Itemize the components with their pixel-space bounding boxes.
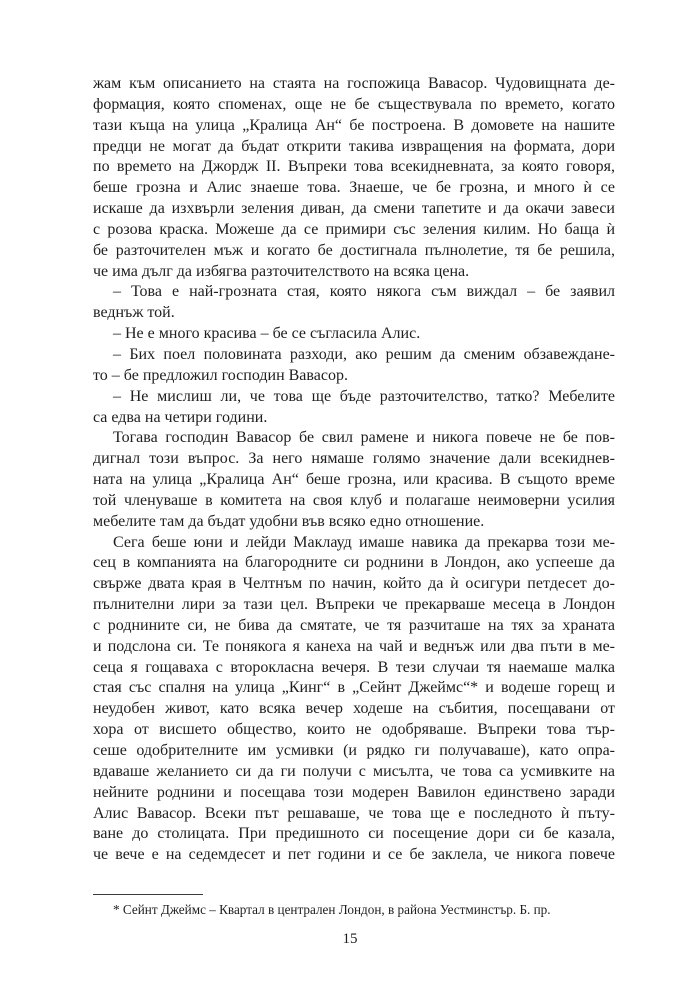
- text-line: че вече е на седемдесет и пет години и се бе заклела, че никога повече: [93, 846, 615, 864]
- paragraph: [93, 74, 615, 282]
- text-line: тази къща на улица „Кралица Ан“ бе построена. В домовете на нашите: [93, 116, 615, 134]
- footnote: * Сейнт Джеймс – Квартал в централен Лондон, в района Уестминстър. Б. пр.: [113, 902, 551, 917]
- text-line: с розова краска. Можеше да се примири със зеления килим. Но баща ѝ: [93, 220, 615, 238]
- page-number: 15: [342, 931, 358, 947]
- paragraph: [93, 428, 615, 532]
- text-line: стая със спалня на улица „Кинг“ в „Сейнт Джеймс“* и водеше горещ и: [93, 679, 615, 697]
- main-text: [93, 74, 615, 866]
- text-line: са едва на четири години.: [93, 408, 268, 426]
- text-line: Тогава господин Вавасор бе свил рамене и никога повече не бе пов-: [113, 429, 615, 447]
- text-line: беше грозна и Алис знаеше това. Знаеше, че бе грозна, и много ѝ се: [93, 179, 615, 197]
- text-line: – Бих поел половината разходи, ако решим да сменим обзавеждане-: [113, 345, 615, 363]
- text-line: ната на улица „Кралица Ан“ беше грозна, или красива. В същото време: [93, 471, 615, 489]
- text-line: мебелите там да бъдат удобни във всяко едно отношение.: [93, 512, 485, 530]
- text-line: той членуваше в комитета на своя клуб и полагаше неимоверни усилия: [93, 491, 615, 509]
- paragraph: [93, 533, 615, 867]
- text-line: – Не мислиш ли, че това ще бъде разточителство, татко? Мебелите: [113, 387, 615, 405]
- text-line: хора от висшето общество, които не одобряваше. Въпреки това тър-: [93, 721, 615, 739]
- footnote-divider: [93, 894, 203, 895]
- text-line: вдаваше желанието си да ги получи с мисълта, че това са усмивките на: [93, 762, 615, 780]
- text-line: че има дълг да избягва разточителството на всяка цена.: [93, 262, 470, 280]
- text-line: формация, която споменах, още не бе съществувала по времето, когато: [93, 95, 615, 113]
- dialogue-paragraph: [93, 345, 615, 387]
- text-line: веднъж той.: [93, 304, 175, 322]
- text-line: Сега беше юни и лейди Маклауд имаше навика да прекарва този ме-: [113, 533, 615, 551]
- text-line: Алис Вавасор. Всеки път решаваше, че това ще е последното ѝ пъту-: [93, 804, 615, 822]
- text-line: с роднините си, не бива да смятате, че тя разчиташе на тях за храната: [93, 616, 615, 634]
- text-line: неудобен живот, като всяка вечер ходеше на събития, посещавани от: [93, 700, 615, 718]
- text-line: искаше да изхвърли зеления диван, да смени тапетите и да окачи завеси: [93, 200, 615, 218]
- text-line: дигнал този въпрос. За него нямаше голямо значение дали всекиднев-: [93, 450, 615, 468]
- dialogue-paragraph: [93, 282, 615, 324]
- dialogue-paragraph: [93, 324, 615, 345]
- text-line: сеца я гощаваха с второкласна вечеря. В тези случаи тя наемаше малка: [93, 658, 615, 676]
- text-line: нейните роднини и посещава този модерен Вавилон единствено заради: [93, 783, 615, 801]
- text-line: то – бе предложил господин Вавасор.: [93, 366, 348, 384]
- text-line: пълнителни лири за тази цел. Въпреки че прекарваше месеца в Лондон: [93, 596, 615, 614]
- text-line: жам към описанието на стаята на госпожица Вавасор. Чудовищната де-: [93, 75, 615, 92]
- text-line: бе разточителен мъж и когато бе достигнала пълнолетие, тя бе решила,: [93, 241, 615, 259]
- text-line: сец в компанията на благородните си роднини в Лондон, ако успееше да: [93, 554, 615, 572]
- text-line: по времето на Джордж II. Въпреки това всекидневната, за която говоря,: [93, 158, 615, 176]
- text-line: – Не е много красива – бе се съгласила Алис.: [113, 325, 421, 343]
- text-line: ване до столицата. При предишното си посещение дори си бе казала,: [93, 825, 615, 843]
- text-line: и подслона си. Те понякога я канеха на чай и веднъж или два пъти в ме-: [93, 637, 615, 655]
- dialogue-paragraph: [93, 387, 615, 429]
- text-line: предци не могат да бъдат открити такива извращения на формата, дори: [93, 137, 615, 155]
- text-line: свърже двата края в Челтнъм по начин, който да ѝ осигури петдесет до-: [93, 575, 615, 593]
- text-line: сеше одобрителните им усмивки (и рядко ги получаваше), като опра-: [93, 742, 615, 759]
- text-line: – Това е най-грозната стая, която някога съм виждал – бе заявил: [113, 283, 615, 301]
